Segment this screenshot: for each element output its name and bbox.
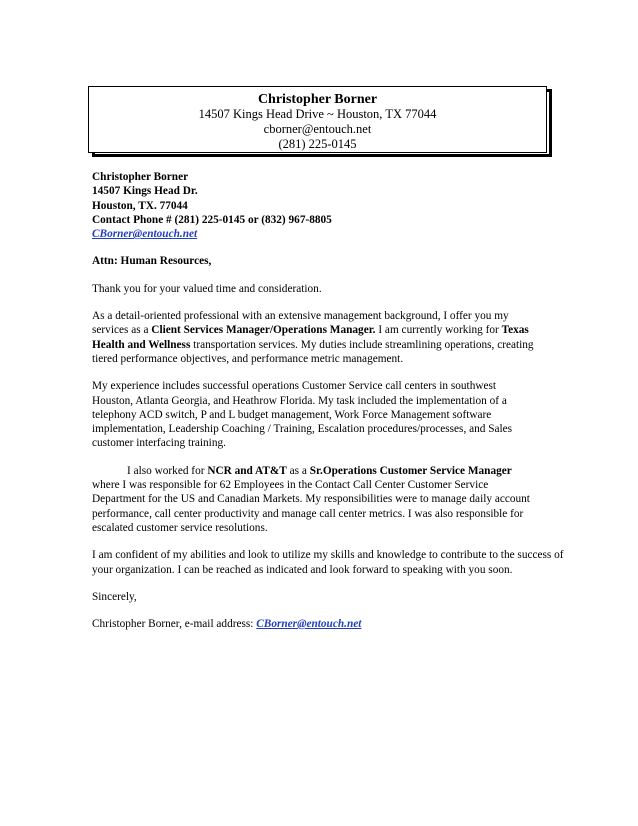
paragraph-experience: My experience includes successful operations Customer Service call centers in southwest Houston, Atlanta Georgia, and Heathrow Florida. My task included the implementation of a telephony ACD switch, P and L budget management, Work Force Management software implementation, Leadership Coaching / Training, Escalation procedures/processes, and Sales customer interfacing training. xyxy=(92,380,513,450)
letterhead-email: cborner@entouch.net xyxy=(263,122,372,136)
paragraph-confidence: I am confident of my abilities and look to utilize my skills and knowledge to contribute to the success of your organization. I can be reached as indicated and look forward to speaking with you soon. xyxy=(92,549,564,576)
contact-city: Houston, TX. 77044 xyxy=(92,199,188,212)
letterhead-name: Christopher Borner xyxy=(257,92,378,107)
attn-line: Attn: Human Resources, xyxy=(92,255,212,268)
signature-email-link[interactable]: CBorner@entouch.net xyxy=(256,618,362,631)
paragraph-thanks: Thank you for your valued time and consideration. xyxy=(92,282,322,295)
contact-name: Christopher Borner xyxy=(92,171,189,183)
closing: Sincerely, xyxy=(92,590,137,603)
contact-block xyxy=(92,170,582,241)
contact-phones: Contact Phone # (281) 225-0145 or (832) 967-8805 xyxy=(92,213,332,226)
letterhead-phone: (281) 225-0145 xyxy=(278,137,357,151)
signature-text: Christopher Borner, e-mail address: xyxy=(92,618,257,631)
letterhead xyxy=(88,86,547,153)
letter-body xyxy=(92,170,582,631)
signature-line xyxy=(92,617,582,631)
paragraph-intro: As a detail-oriented professional with an extensive management background, I offer you my services as a Client Services Manager/Operations Manager. I am currently working for Texas Health and Wellness transportation services. My duties include streamlining operations, creating tiered performance objectives, and performance metric management. xyxy=(92,310,534,365)
contact-email-link[interactable]: CBorner@entouch.net xyxy=(92,228,198,241)
paragraph-ncr: I also worked for NCR and AT&T as a Sr.Operations Customer Service Manager where I was responsible for 62 Employees in the Contact Call Center Customer Service Department for the US and Canadian Markets. My responsibilities were to manage daily account performance, call center productivity and manage call center metrics. I was also responsible for escalated customer service resolutions. xyxy=(92,464,530,534)
contact-street: 14507 Kings Head Dr. xyxy=(92,185,198,198)
letterhead-address: 14507 Kings Head Drive ~ Houston, TX 77044 xyxy=(198,107,437,121)
